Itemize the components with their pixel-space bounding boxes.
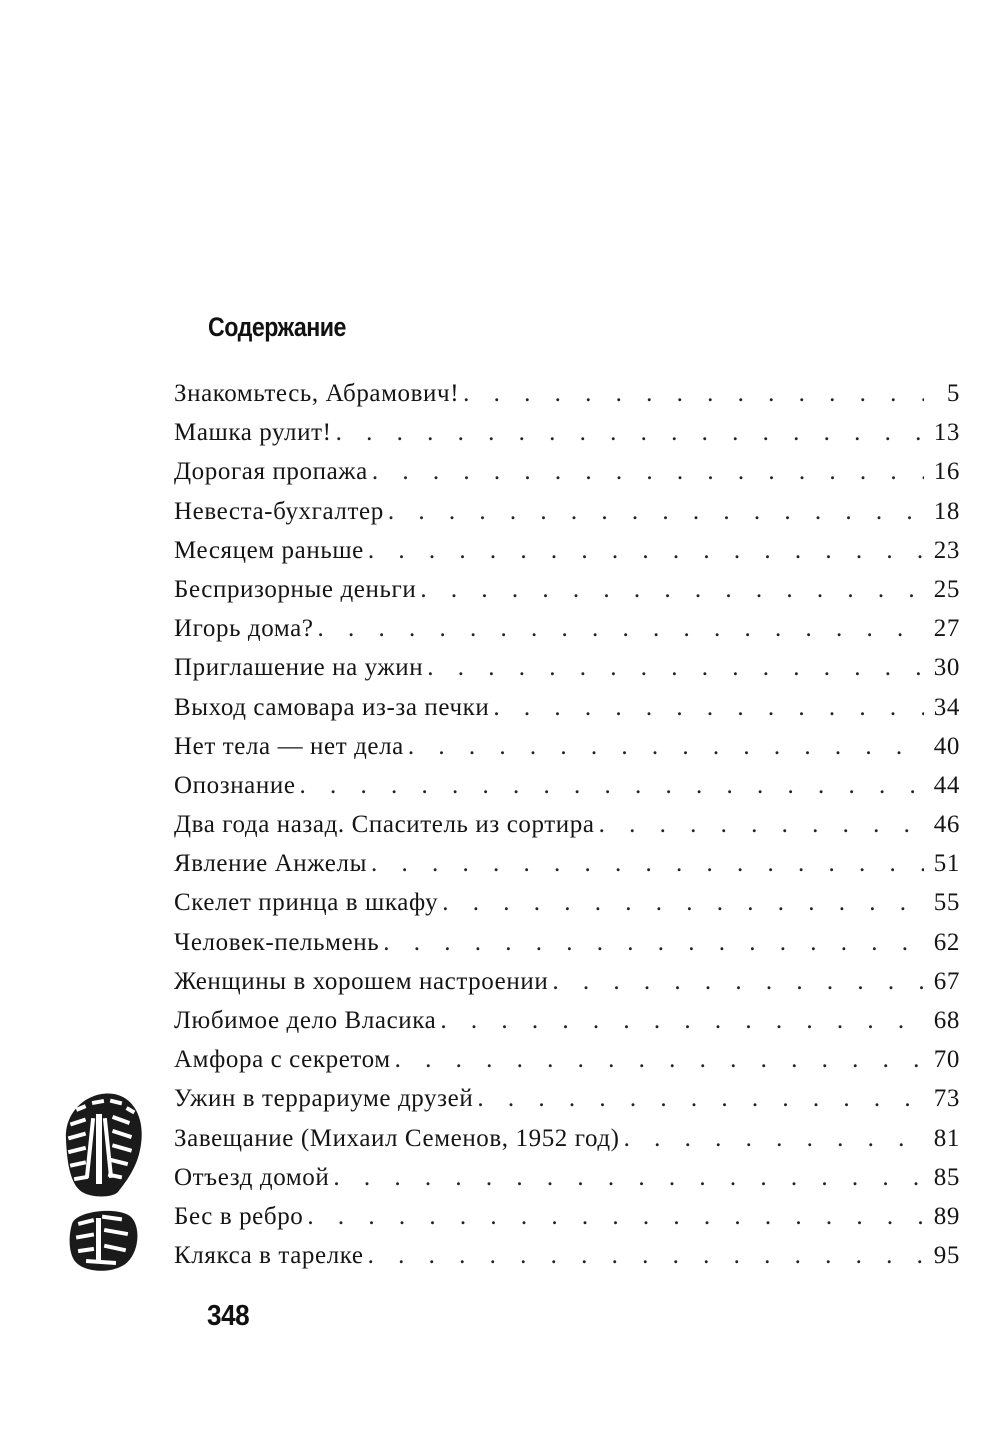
toc-entry [174,380,960,419]
dot-leader [427,654,924,682]
toc-entry-title: Опознание [174,771,296,799]
toc-entry-page: 46 [933,811,960,839]
toc-entry-title: Два года назад. Спаситель из сортира [174,811,595,839]
dot-leader [383,929,924,957]
toc-entry [174,694,960,733]
toc-entry-page: 51 [933,850,960,878]
toc-entry-title: Человек-пельмень [174,928,380,956]
toc-entry-title: Ужин в террариуме друзей [174,1085,474,1113]
toc-entry-title: Женщины в хорошем настроении [174,967,549,995]
toc-entry-title: Выход самовара из-за печки [174,693,490,721]
toc-entry [174,576,960,615]
dot-leader [372,458,924,486]
dot-leader [368,1242,924,1270]
toc-entry-title: Машка рулит! [174,419,332,447]
table-of-contents [174,380,960,1281]
toc-entry-page: 89 [933,1202,960,1230]
dot-leader [624,1125,924,1153]
dot-leader [463,380,924,408]
dot-leader [477,1085,924,1113]
footprint-icon [52,1088,148,1278]
dot-leader [493,694,924,722]
toc-entry-title: Бес в ребро [174,1202,304,1230]
dot-leader [552,968,924,996]
dot-leader [368,537,924,565]
contents-heading: Содержание [208,312,346,342]
dot-leader [300,772,924,800]
page-number: 348 [207,1300,250,1332]
toc-entry-title: Любимое дело Власика [174,1007,437,1034]
toc-entry-page: 62 [933,928,960,956]
dot-leader [318,615,924,643]
dot-leader [395,1046,924,1074]
toc-entry-page: 73 [933,1085,960,1113]
toc-entry-page: 25 [933,575,960,603]
toc-entry-title: Явление Анжелы [174,850,367,878]
toc-entry [174,1007,960,1046]
toc-entry [174,615,960,654]
toc-entry-page: 44 [933,771,960,799]
toc-entry [174,1164,960,1203]
toc-entry-title: Амфора с секретом [174,1046,391,1074]
toc-entry-page: 68 [933,1007,960,1034]
toc-entry-title: Беспризорные деньги [174,575,417,603]
toc-entry-page: 70 [933,1046,960,1074]
toc-entry-page: 18 [933,497,960,525]
toc-entry-page: 5 [946,380,960,407]
toc-entry [174,537,960,576]
toc-entry-page: 13 [933,419,960,447]
dot-leader [440,1007,924,1035]
dot-leader [371,850,924,878]
toc-entry-page: 40 [933,732,960,760]
toc-entry-page: 67 [933,967,960,995]
toc-entry-title: Игорь дома? [174,615,314,643]
toc-entry-page: 85 [933,1163,960,1191]
toc-entry [174,733,960,772]
dot-leader [388,498,924,526]
toc-entry [174,1203,960,1242]
toc-entry-page: 30 [933,654,960,682]
toc-entry-title: Приглашение на ужин [174,654,424,682]
toc-entry [174,1085,960,1124]
toc-entry-title: Невеста-бухгалтер [174,497,384,525]
toc-entry [174,654,960,693]
toc-entry-page: 16 [933,458,960,486]
toc-entry-page: 34 [933,693,960,721]
toc-entry [174,811,960,850]
toc-entry-page: 95 [933,1242,960,1270]
toc-entry [174,419,960,458]
toc-entry [174,1046,960,1085]
dot-leader [442,889,924,917]
dot-leader [307,1203,924,1231]
toc-entry [174,968,960,1007]
toc-entry-title: Клякса в тарелке [174,1242,364,1270]
toc-entry [174,929,960,968]
toc-entry-title: Знакомьтесь, Абрамович! [174,380,460,407]
toc-entry-title: Завещание (Михаил Семенов, 1952 год) [174,1124,620,1152]
toc-entry [174,889,960,928]
toc-entry-page: 81 [933,1124,960,1152]
toc-entry-title: Месяцем раньше [174,536,364,564]
toc-entry-title: Нет тела — нет дела [174,732,404,760]
dot-leader [336,419,924,447]
toc-entry-page: 55 [933,889,960,917]
toc-entry-page: 27 [933,615,960,643]
toc-entry-title: Отъезд домой [174,1163,330,1191]
toc-entry [174,1242,960,1281]
toc-entry-title: Скелет принца в шкафу [174,889,439,917]
toc-entry-title: Дорогая пропажа [174,458,368,486]
toc-entry [174,850,960,889]
toc-entry-page: 23 [933,536,960,564]
dot-leader [333,1164,924,1192]
dot-leader [599,811,924,839]
toc-entry [174,1125,960,1164]
toc-entry [174,498,960,537]
toc-entry [174,458,960,497]
toc-entry [174,772,960,811]
dot-leader [408,733,924,761]
dot-leader [420,576,924,604]
